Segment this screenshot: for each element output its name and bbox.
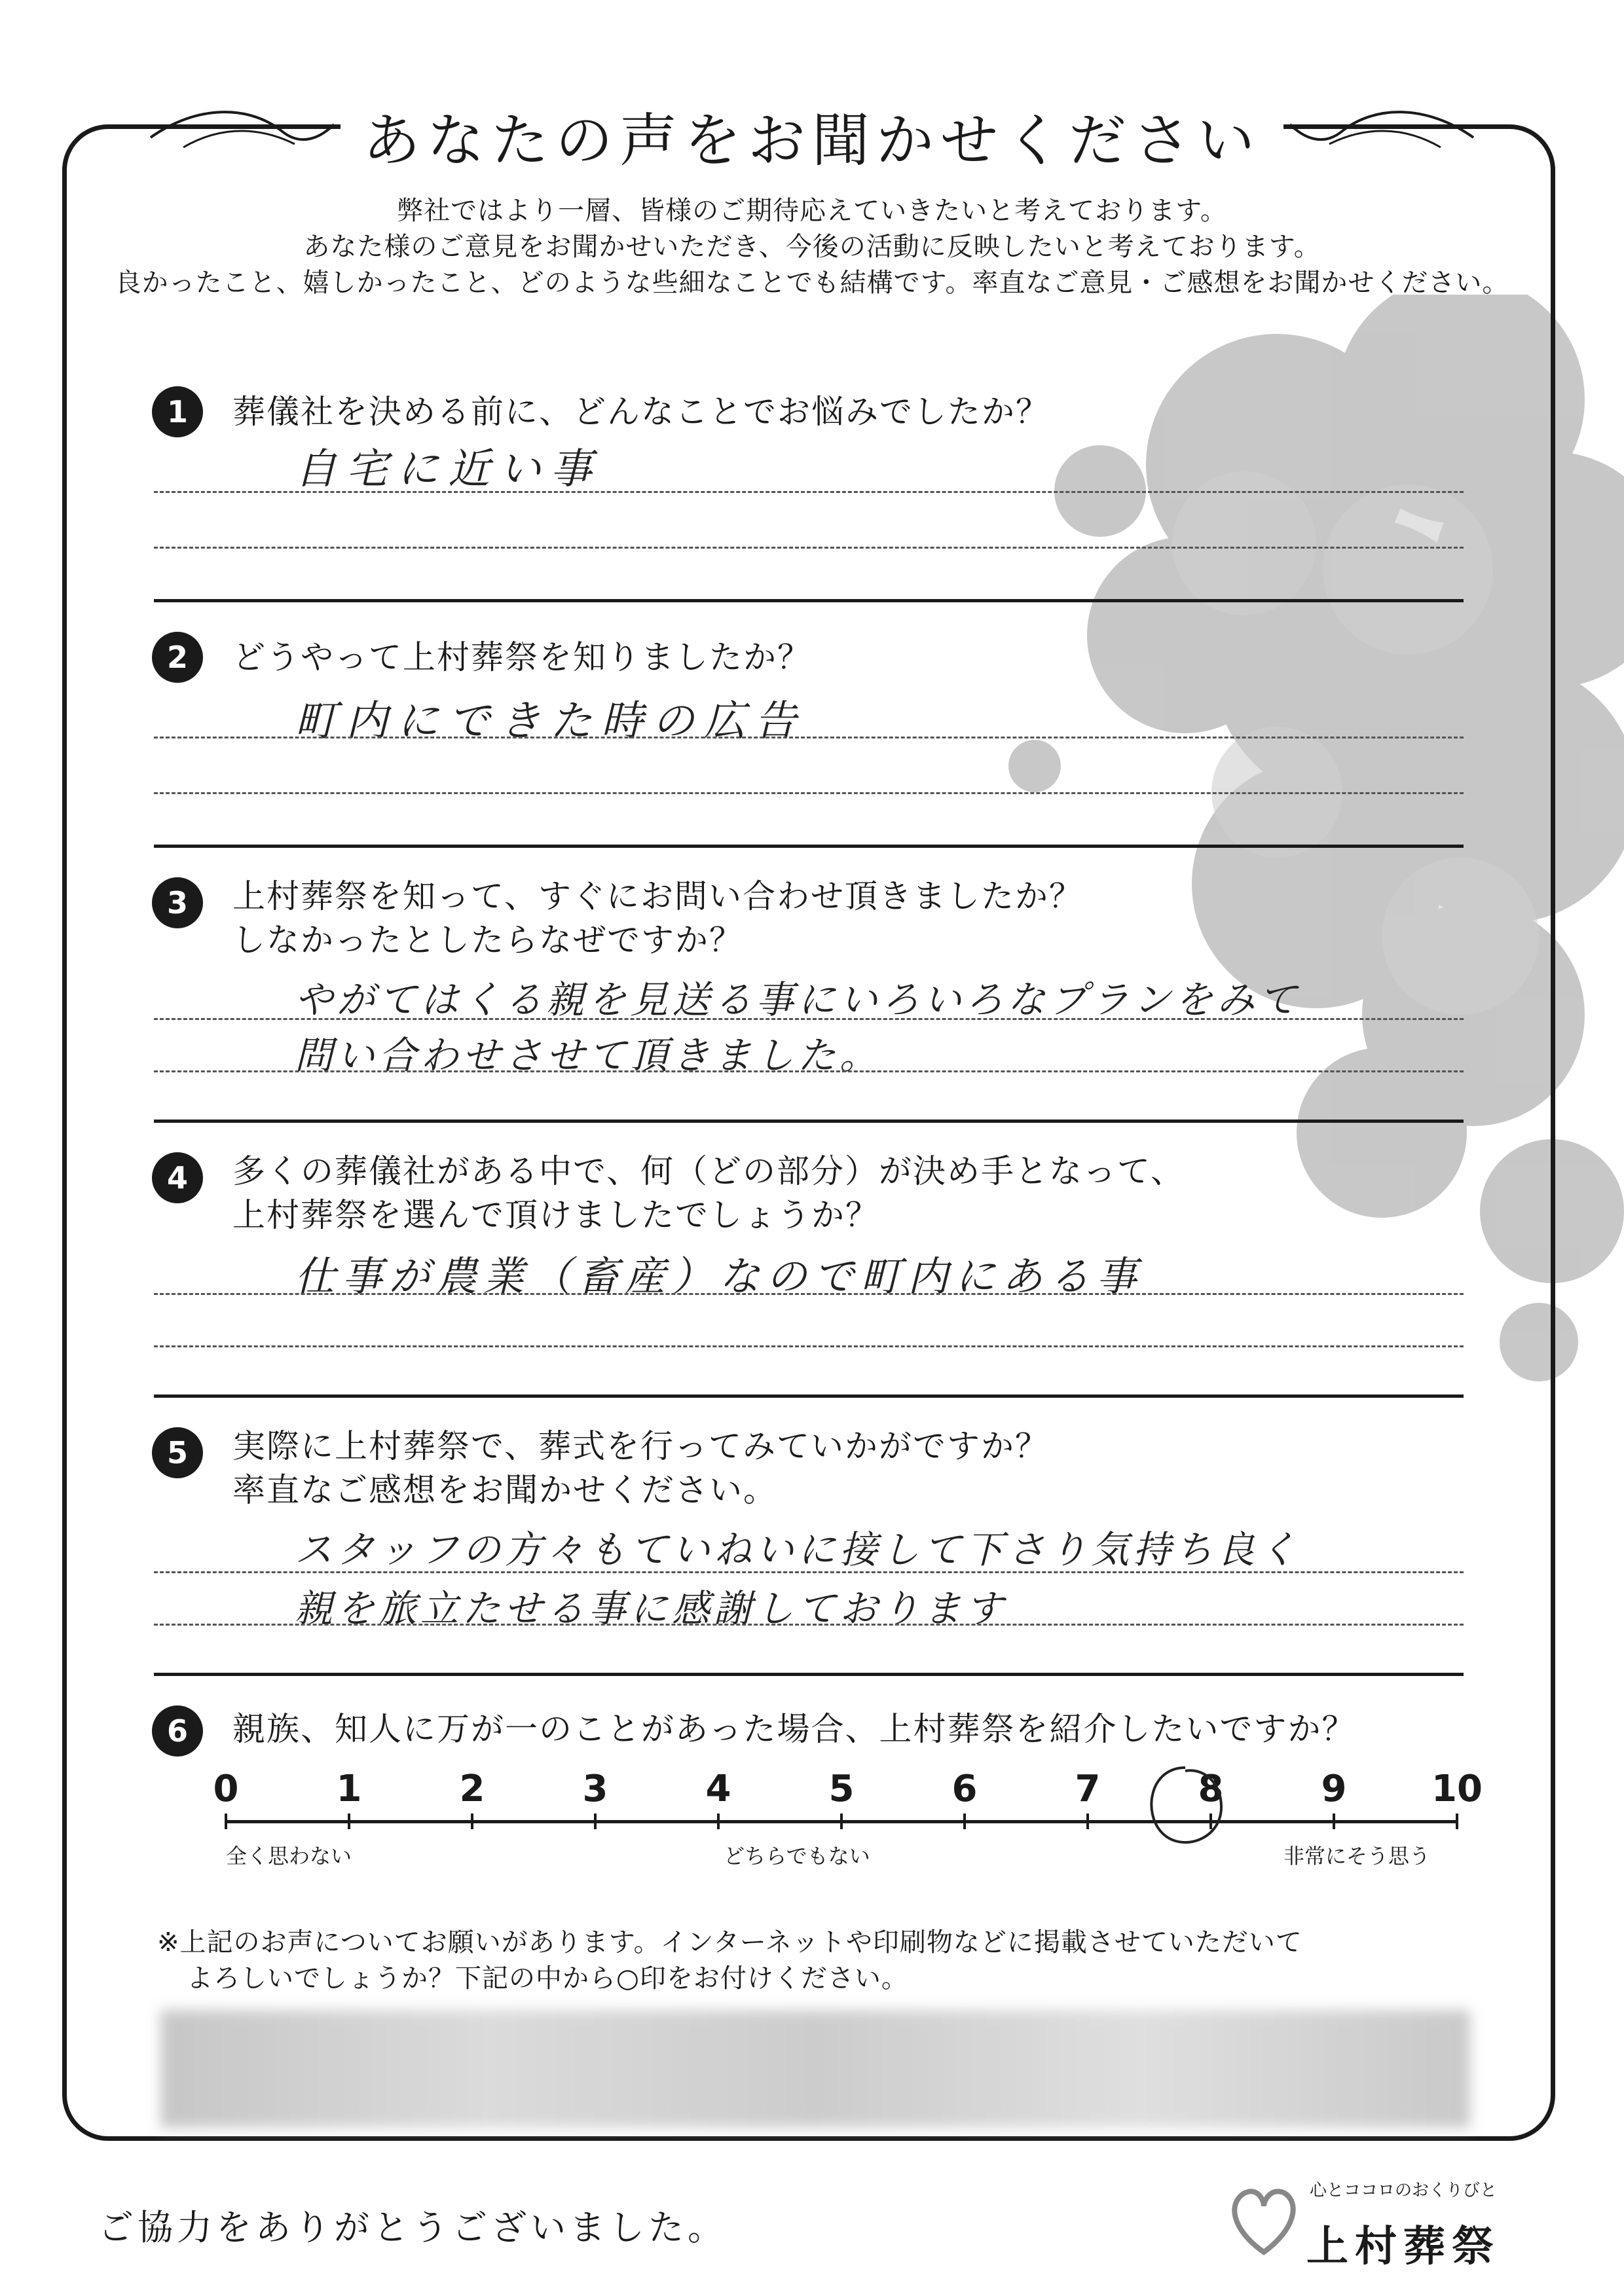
scale-option-9[interactable]: 9: [1321, 1768, 1347, 1810]
intro-line-2: あなた様のご意見をお聞かせいただき、今後の活動に反映したいと考えております。: [303, 232, 1321, 262]
section-divider: [154, 1673, 1464, 1676]
answer-line: [154, 1070, 1464, 1072]
intro-line-3: 良かったこと、嬉しかったこと、どのような些細なことでも結構です。率直なご意見・ご感想をお聞かせください。: [115, 268, 1509, 298]
question-3-text-1: 上村葬祭を知って、すぐにお問い合わせ頂きましたか？: [232, 877, 1083, 915]
section-divider: [154, 1394, 1464, 1398]
scale-tick: [963, 1813, 966, 1829]
question-5-text-2: 率直なご感想をお聞かせください。: [232, 1471, 777, 1509]
question-3-answer-2: 問い合わせさせて頂きました。: [295, 1033, 882, 1078]
question-number-2: 2: [152, 632, 203, 683]
section-divider: [154, 599, 1464, 602]
question-4-answer-1: 仕事が農業（畜産）なので町内にある事: [295, 1252, 1144, 1300]
question-2-text: どうやって上村葬祭を知りましたか？: [232, 638, 811, 676]
section-divider: [154, 1120, 1464, 1123]
answer-line: [154, 1624, 1464, 1626]
question-6-text: 親族、知人に万が一のことがあった場合、上村葬祭を紹介したいですか？: [232, 1710, 1356, 1748]
thanks-message: ご協力をありがとうございました。: [98, 2207, 727, 2248]
question-number-6: 6: [152, 1705, 203, 1757]
scale-tick: [348, 1813, 350, 1829]
scale-tick: [1456, 1813, 1458, 1829]
question-3-text-2: しなかったとしたらなぜですか？: [232, 921, 743, 959]
scale-tick: [225, 1813, 227, 1829]
scale-tick: [471, 1813, 473, 1829]
scale-tick: [1333, 1813, 1335, 1829]
question-1-text: 葬儀社を決める前に、どんなことでお悩みでしたか？: [232, 393, 1050, 431]
answer-line: [154, 1018, 1464, 1020]
selected-rating-circle: [1123, 1755, 1241, 1859]
scale-option-8[interactable]: 8: [1198, 1768, 1224, 1810]
scale-option-10[interactable]: 10: [1431, 1768, 1483, 1810]
scale-tick: [717, 1813, 720, 1829]
heart-logo-icon: [1225, 2177, 1303, 2262]
section-divider: [154, 845, 1464, 848]
scale-option-2[interactable]: 2: [459, 1768, 485, 1810]
question-1-answer-1: 自宅に近い事: [295, 445, 601, 494]
question-number-3: 3: [152, 877, 203, 928]
question-number-4: 4: [152, 1152, 203, 1203]
consent-note-line-2: よろしいでしょうか？下記の中から○印をお付けください。: [187, 1963, 908, 1994]
answer-line: [154, 1345, 1464, 1347]
scale-tick: [1086, 1813, 1089, 1829]
answer-line: [154, 792, 1464, 794]
question-5-text-1: 実際に上村葬祭で、葬式を行ってみていかがですか？: [232, 1427, 1049, 1465]
scale-option-0[interactable]: 0: [213, 1768, 239, 1810]
scale-option-7[interactable]: 7: [1075, 1768, 1101, 1810]
question-4-text-2: 上村葬祭を選んで頂けましたでしょうか？: [232, 1196, 879, 1234]
question-number-5: 5: [152, 1427, 203, 1478]
question-4-text-1: 多くの葬儀社がある中で、何（どの部分）が決め手となって、: [232, 1152, 1185, 1190]
scale-option-5[interactable]: 5: [828, 1768, 855, 1810]
question-2-answer-1: 町内にできた時の広告: [295, 697, 805, 746]
question-3-answer-1: やがてはくる親を見送る事にいろいろなプランをみて: [295, 977, 1301, 1022]
question-number-1: 1: [152, 386, 203, 437]
intro-line-1: 弊社ではより一層、皆様のご期待応えていきたいと考えております。: [397, 196, 1227, 226]
question-5-answer-2: 親を旅立たせる事に感謝しております: [295, 1586, 1008, 1631]
logo-tagline: 心とココロのおくりびと: [1310, 2181, 1498, 2200]
scale-label-mid: どちらでもない: [724, 1844, 870, 1868]
scale-option-6[interactable]: 6: [951, 1768, 978, 1810]
answer-line: [154, 737, 1464, 738]
page-title: あなたの声をお聞かせください: [362, 107, 1261, 174]
answer-line: [154, 1293, 1464, 1295]
scale-tick: [840, 1813, 843, 1829]
question-5-answer-1: スタッフの方々もていねいに接して下さり気持ち良く: [295, 1527, 1301, 1572]
scale-option-4[interactable]: 4: [705, 1768, 731, 1810]
scale-label-low: 全く思わない: [226, 1844, 352, 1868]
answer-line: [154, 547, 1464, 549]
consent-note-line-1: ※上記のお声についてお願いがあります。インターネットや印刷物などに掲載させていただいて: [157, 1927, 1302, 1958]
scale-label-high: 非常にそう思う: [1283, 1844, 1431, 1868]
scale-option-1[interactable]: 1: [336, 1768, 362, 1810]
logo-name: 上村葬祭: [1306, 2223, 1500, 2271]
scale-option-3[interactable]: 3: [582, 1768, 608, 1810]
redacted-consent-options: [160, 2010, 1470, 2128]
answer-line: [154, 1571, 1464, 1573]
answer-line: [154, 491, 1464, 493]
scale-tick: [594, 1813, 597, 1829]
